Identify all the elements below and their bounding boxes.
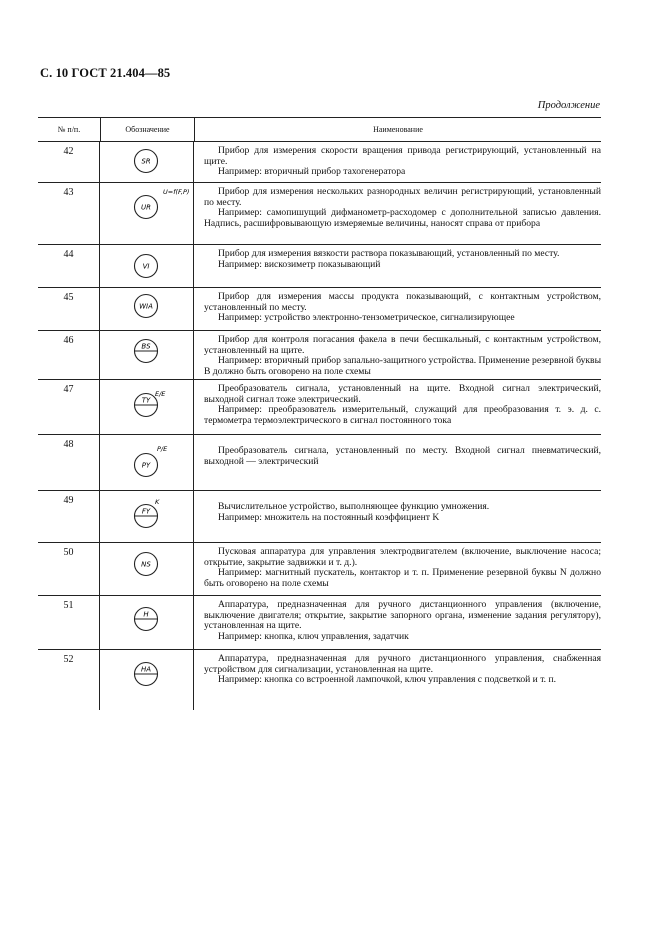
table-row — [38, 288, 601, 331]
instrument-symbol-icon — [100, 491, 193, 542]
description-cell — [194, 245, 601, 287]
symbol-letters: HA — [140, 665, 152, 674]
description-text: Прибор для измерения массы продукта показывающий, с контактным устройством, установленный по месту. — [204, 291, 601, 313]
symbol-cell — [100, 435, 194, 490]
example-text: Например: вторичный прибор тахогенератора — [218, 166, 406, 178]
column-header-name: Наименование — [373, 125, 423, 134]
description-cell — [194, 491, 601, 542]
symbol-cell — [100, 491, 194, 542]
symbol-cell — [100, 380, 194, 434]
table-row — [38, 596, 601, 650]
symbol-annotation: E/E — [155, 390, 166, 398]
symbol-letters: VI — [142, 262, 150, 271]
description-cell — [194, 543, 601, 595]
table-row — [38, 650, 601, 710]
table-row — [38, 245, 601, 288]
row-number: 43 — [38, 183, 100, 244]
description-cell — [194, 650, 601, 710]
table-body — [38, 142, 601, 710]
description-text: Аппаратура, предназначенная для ручного дистанционного управления, снабженная устройством для сигнализации, установленная на щите. — [204, 653, 601, 675]
instrument-symbol-icon — [100, 596, 193, 649]
symbol-cell — [100, 650, 194, 710]
instrument-symbol-icon — [100, 331, 193, 379]
example-text: Например: самопишущий дифманометр-расходомер с дополнительной записью давления. Надпись, расшифровывающую измеряемые величины, наносят справа от прибора — [204, 207, 601, 229]
description-cell — [194, 183, 601, 244]
instrument-table — [38, 117, 601, 710]
symbol-letters: H — [143, 610, 149, 619]
description-text: Прибор для измерения вязкости раствора показывающий, установленный по месту. — [218, 248, 560, 259]
description-cell — [194, 596, 601, 649]
example-text: Например: вискозиметр показывающий — [218, 258, 381, 270]
example-text: Например: устройство электронно-тензометрическое, сигнализирующее — [218, 312, 515, 324]
symbol-cell — [100, 245, 194, 287]
symbol-annotation: K — [155, 498, 160, 506]
symbol-cell — [100, 331, 194, 379]
symbol-letters: SR — [141, 157, 151, 166]
row-number: 50 — [38, 543, 100, 595]
instrument-symbol-icon — [100, 288, 193, 330]
column-header-number: № п/п. — [38, 118, 101, 141]
page-header: С. 10 ГОСТ 21.404—85 — [40, 66, 171, 80]
example-text: Например: кнопка, ключ управления, задатчик — [218, 630, 409, 642]
row-number: 51 — [38, 596, 100, 649]
description-text: Прибор для измерения скорости вращения привода регистрирующий, установленный на щите. — [204, 145, 601, 167]
symbol-letters: FY — [141, 507, 151, 516]
row-number: 44 — [38, 245, 100, 287]
description-cell — [194, 331, 601, 379]
symbol-cell — [100, 288, 194, 330]
description-text: Прибор для контроля погасания факела в печи бесшкальный, с контактным устройством, установленный на щите. — [204, 334, 601, 356]
example-text: Например: магнитный пускатель, контактор и т. п. Применение резервной буквы N должно быть оговорено на поле схемы — [204, 567, 601, 589]
symbol-annotation: U=f(F,P) — [163, 188, 190, 196]
example-text: Например: множитель на постоянный коэффициент K — [218, 511, 440, 523]
description-cell — [194, 380, 601, 434]
row-number: 48 — [38, 435, 100, 490]
row-number: 46 — [38, 331, 100, 379]
table-row — [38, 435, 601, 491]
row-number: 42 — [38, 142, 100, 182]
row-number: 45 — [38, 288, 100, 330]
table-row — [38, 543, 601, 596]
symbol-letters: TY — [141, 396, 151, 405]
instrument-symbol-icon — [100, 435, 193, 490]
symbol-cell — [100, 142, 194, 182]
symbol-cell — [100, 543, 194, 595]
row-number: 47 — [38, 380, 100, 434]
table-row — [38, 183, 601, 245]
symbol-letters: PY — [141, 461, 151, 470]
description-text: Прибор для измерения нескольких разнородных величин регистрирующий, установленный по месту. — [204, 186, 601, 208]
description-cell — [194, 142, 601, 182]
description-cell — [194, 288, 601, 330]
instrument-symbol-icon — [100, 183, 193, 244]
example-text: Например: кнопка со встроенной лампочкой, ключ управления с подсветкой и т. п. — [218, 674, 556, 686]
table-header — [38, 117, 601, 142]
table-row — [38, 142, 601, 183]
continuation-label: Продолжение — [537, 100, 600, 111]
symbol-letters: BS — [141, 342, 151, 351]
instrument-symbol-icon — [100, 650, 193, 710]
description-text: Преобразователь сигнала, установленный по месту. Входной сигнал пневматический, выходной — электрический — [204, 445, 601, 467]
instrument-symbol-icon — [100, 245, 193, 287]
instrument-symbol-icon — [100, 380, 193, 434]
description-cell — [194, 435, 601, 490]
description-text: Пусковая аппаратура для управления электродвигателем (включение, выключение насоса; открытие, закрытие задвижки и т. д.). — [204, 546, 601, 568]
table-row — [38, 380, 601, 435]
symbol-letters: NS — [141, 560, 151, 569]
table-row — [38, 491, 601, 543]
row-number: 49 — [38, 491, 100, 542]
symbol-cell — [100, 183, 194, 244]
symbol-annotation: P/E — [157, 445, 168, 453]
symbol-letters: UR — [141, 203, 151, 212]
example-text: Например: преобразователь измерительный, служащий для преобразования т. э. д. с. термометра термоэлектрического в сигнал постоянного тока — [204, 404, 601, 426]
description-text: Вычислительное устройство, выполняющее функцию умножения. — [218, 501, 490, 512]
row-number: 52 — [38, 650, 100, 710]
description-text: Аппаратура, предназначенная для ручного дистанционного управления (включение, выключение двигателя; открытие, закрытие запорного органа, изменение задания регулятору), установленная на щите. — [204, 599, 601, 632]
column-header-symbol: Обозначение — [101, 118, 195, 141]
symbol-cell — [100, 596, 194, 649]
instrument-symbol-icon — [100, 543, 193, 595]
description-text: Преобразователь сигнала, установленный на щите. Входной сигнал электрический, выходной сигнал тоже электрический. — [204, 383, 601, 405]
symbol-letters: WIA — [139, 302, 153, 311]
instrument-symbol-icon — [100, 142, 193, 182]
example-text: Например: вторичный прибор запально-защитного устройства. Применение резервной буквы B должно быть оговорено на поле схемы — [204, 355, 602, 377]
table-row — [38, 331, 601, 380]
